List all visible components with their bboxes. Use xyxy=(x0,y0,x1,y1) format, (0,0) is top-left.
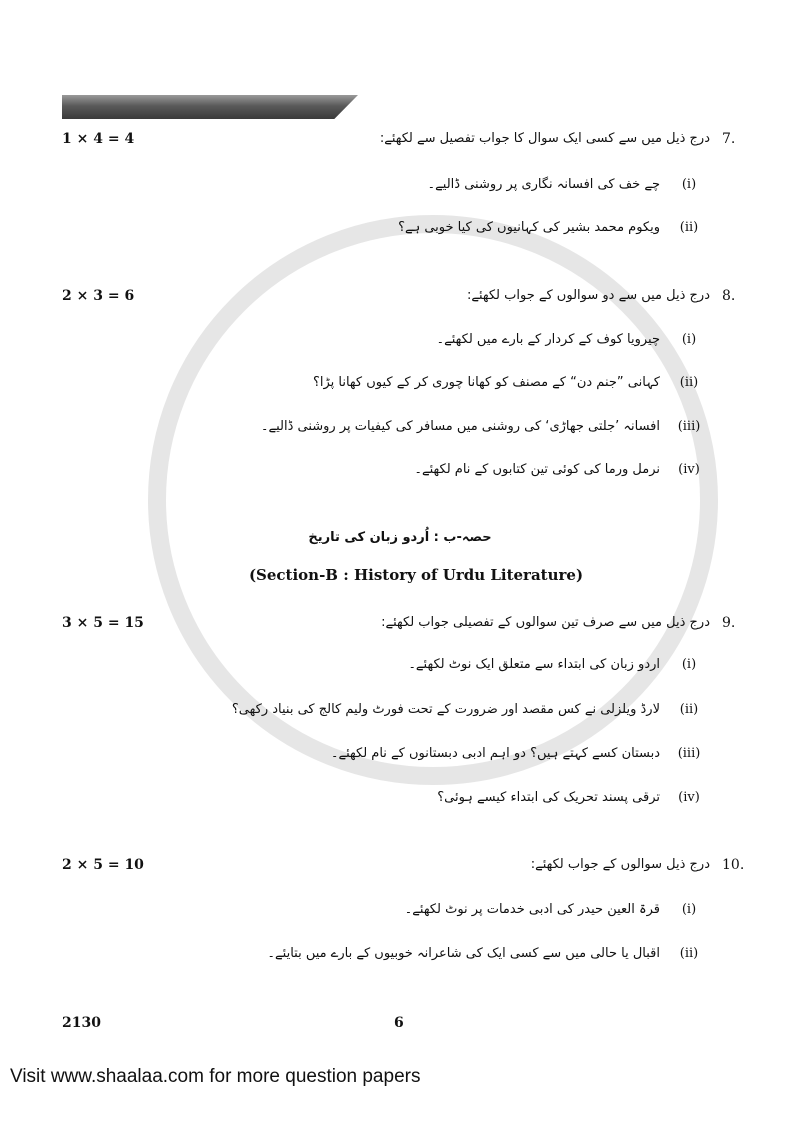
paper-code: 2130 xyxy=(62,1015,101,1031)
question-text: درج ذیل میں سے دو سوالوں کے جواب لکھئے: xyxy=(466,288,710,303)
sub-question-text: نرمل ورما کی کوئی تین کتابوں کے نام لکھئے۔ xyxy=(414,462,660,477)
sub-question-text: اردو زبان کی ابتداء سے متعلق ایک نوٹ لکھئے۔ xyxy=(408,657,660,672)
sub-question-text: ویکوم محمد بشیر کی کہانیوں کی کیا خوبی ہے؟ xyxy=(398,220,660,235)
sub-question-text: لارڈ ویلزلی نے کس مقصد اور ضرورت کے تحت فورٹ ولیم کالج کی بنیاد رکھی؟ xyxy=(231,702,660,717)
question-marks: 2 × 3 = 6 xyxy=(62,288,135,304)
sub-question-numeral: (i) xyxy=(681,177,697,192)
sub-question-numeral: (iii) xyxy=(677,419,701,434)
question-text: درج ذیل میں سے صرف تین سوالوں کے تفصیلی جواب لکھئے: xyxy=(381,615,710,630)
sub-question-numeral: (i) xyxy=(681,657,697,672)
sub-question-numeral: (ii) xyxy=(679,220,699,235)
sub-question-text: قرۃ العین حیدر کی ادبی خدمات پر نوٹ لکھئے۔ xyxy=(404,902,660,917)
sub-question-numeral: (i) xyxy=(681,902,697,917)
sub-question-text: کہانی ”جنم دن“ کے مصنف کو کھانا چوری کر کے کیوں کھانا پڑا؟ xyxy=(312,375,660,390)
question-marks: 2 × 5 = 10 xyxy=(62,857,144,873)
visit-link-text[interactable]: Visit www.shaalaa.com for more question papers xyxy=(10,1066,421,1087)
question-marks: 3 × 5 = 15 xyxy=(62,615,144,631)
sub-question-text: چے خف کی افسانہ نگاری پر روشنی ڈالیے۔ xyxy=(427,177,660,192)
sub-question-numeral: (i) xyxy=(681,332,697,347)
question-number: 10. xyxy=(722,857,745,873)
sub-question-numeral: (ii) xyxy=(679,702,699,717)
sub-question-numeral: (iii) xyxy=(677,746,701,761)
question-number: 9. xyxy=(722,615,736,631)
sub-question-text: افسانہ ’جلتی جھاڑی‘ کی روشنی میں مسافر کی کیفیات پر روشنی ڈالیے۔ xyxy=(260,419,660,434)
question-marks: 1 × 4 = 4 xyxy=(62,131,135,147)
section-b-urdu-title: حصہ-ب : اُردو زبان کی تاریخ xyxy=(308,530,492,545)
question-text: درج ذیل میں سے کسی ایک سوال کا جواب تفصیل سے لکھئے: xyxy=(379,131,710,146)
sub-question-numeral: (iv) xyxy=(678,462,700,477)
sub-question-text: دبستان کسے کہتے ہیں؟ دو اہم ادبی دبستانوں کے نام لکھئے۔ xyxy=(330,746,660,761)
sub-question-text: ترقی پسند تحریک کی ابتداء کیسے ہوئی؟ xyxy=(437,790,660,805)
question-number: 7. xyxy=(722,131,736,147)
sub-question-numeral: (iv) xyxy=(678,790,700,805)
sub-question-text: چیرویا کوف کے کردار کے بارے میں لکھئے۔ xyxy=(436,332,660,347)
sub-question-numeral: (ii) xyxy=(679,946,699,961)
section-b-english-title: (Section-B : History of Urdu Literature) xyxy=(248,566,584,584)
sub-question-numeral: (ii) xyxy=(679,375,699,390)
header-decorative-bar xyxy=(62,95,358,119)
sub-question-text: اقبال یا حالی میں سے کسی ایک کی شاعرانہ خوبیوں کے بارے میں بتایئے۔ xyxy=(267,946,660,961)
question-number: 8. xyxy=(722,288,736,304)
page-number: 6 xyxy=(394,1015,404,1031)
question-text: درج ذیل سوالوں کے جواب لکھئے: xyxy=(530,857,710,872)
